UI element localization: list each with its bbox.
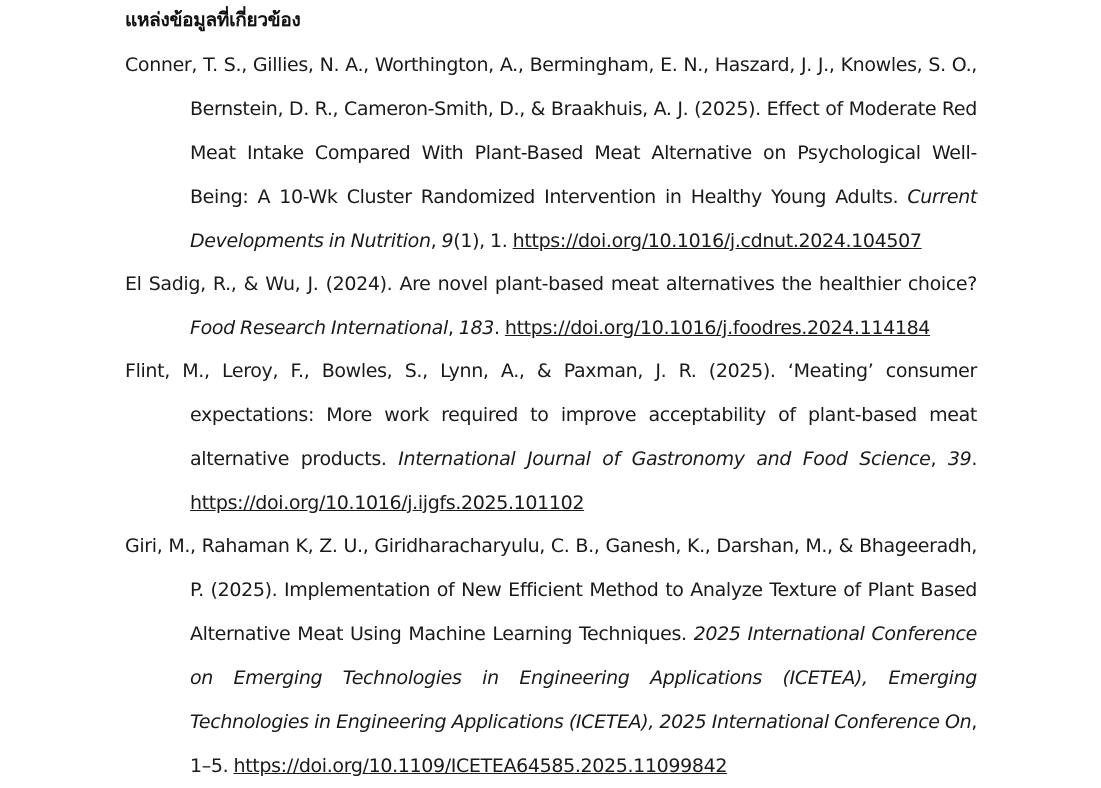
doi-link[interactable]: https://doi.org/10.1016/j.ijgfs.2025.101102 xyxy=(190,492,585,514)
reference-entry xyxy=(125,524,977,788)
reference-tail: . xyxy=(971,448,978,470)
reference-tail: (1), 1. xyxy=(453,230,513,252)
section-heading: แหล่งข้อมูลที่เกี่ยวข้อง xyxy=(125,9,301,31)
reference-text: Conner, T. S., Gillies, N. A., Worthington, A., Bermingham, E. N., Haszard, J. J., Knowles, S. O., Bernstein, D. R., Cameron-Smith, D., & Braakhuis, A. J. (2025). Effect of Moderate Red Meat Intake Compared With Plant-Based Meat Alternative on Psychological Well-Being: A 10-Wk Cluster Randomized Intervention in Healthy Young Adults. xyxy=(125,54,977,208)
journal-title: Food Research International xyxy=(190,317,448,339)
reference-text: El Sadig, R., & Wu, J. (2024). Are novel plant-based meat alternatives the healthier choice? xyxy=(125,273,977,295)
separator: , xyxy=(447,317,459,339)
volume: 183 xyxy=(458,317,494,339)
volume: 9 xyxy=(441,230,454,252)
journal-title: International Journal of Gastronomy and Food Science xyxy=(398,448,931,470)
doi-link[interactable]: https://doi.org/10.1109/ICETEA64585.2025.11099842 xyxy=(233,755,728,777)
separator: , xyxy=(971,711,977,733)
reference-entry xyxy=(125,43,977,263)
reference-entry xyxy=(125,262,977,350)
separator: , xyxy=(930,448,948,470)
reference-tail: 1–5. xyxy=(190,755,234,777)
separator: , xyxy=(430,230,442,252)
reference-tail: . xyxy=(494,317,505,339)
reference-entry xyxy=(125,349,977,525)
reference-text: Flint, M., Leroy, F., Bowles, S., Lynn, A., & Paxman, J. R. (2025). ‘Meating’ consumer expectations: More work required to improve acceptability of plant-based meat alternative products. xyxy=(125,360,977,470)
volume: 39 xyxy=(947,448,972,470)
journal-title: Current Developments in Nutrition xyxy=(190,186,977,252)
doi-link[interactable]: https://doi.org/10.1016/j.cdnut.2024.104507 xyxy=(512,230,922,252)
journal-title: 2025 International Conference on Emerging Technologies in Engineering Applications (ICETEA), Emerging Technologies in Engineering Applications (ICETEA), 2025 International Conference On xyxy=(190,623,977,733)
doi-link[interactable]: https://doi.org/10.1016/j.foodres.2024.114184 xyxy=(504,317,931,339)
reference-text: Giri, M., Rahaman K, Z. U., Giridharacharyulu, C. B., Ganesh, K., Darshan, M., & Bhageeradh, P. (2025). Implementation of New Efficient Method to Analyze Texture of Plant Based Alternative Meat Using Machine Learning Techniques. xyxy=(125,535,977,645)
